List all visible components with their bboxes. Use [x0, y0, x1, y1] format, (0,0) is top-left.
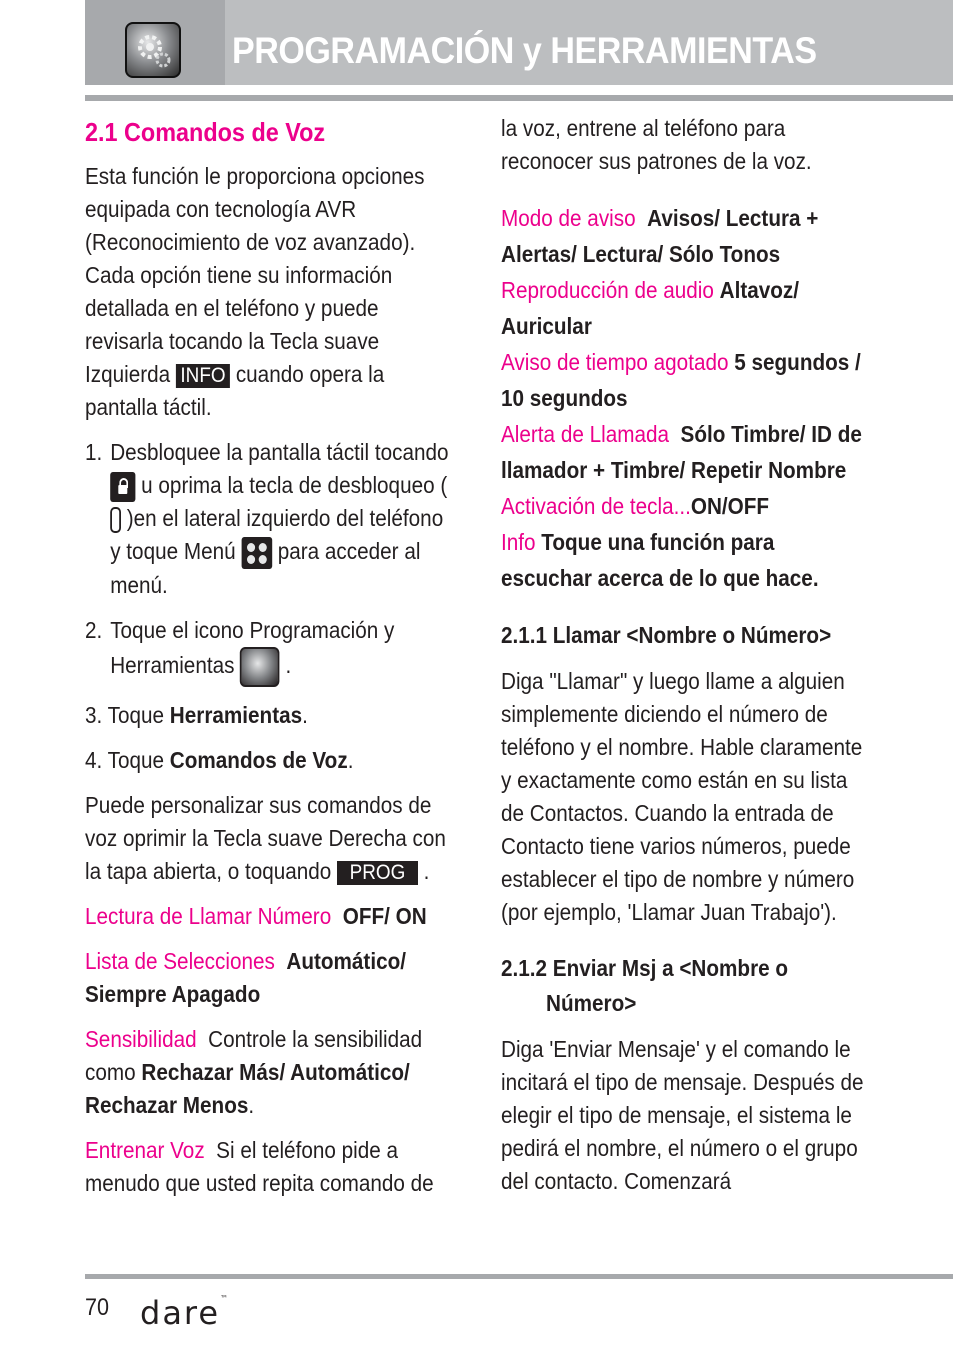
subsection-paragraph: Diga 'Enviar Mensaje' y el comando le incitará el tipo de mensaje. Después de elegir el tipo de mensaje, el sistema le pedirá el nombre, el número o el grupo del contacto. Comenzará: [501, 1036, 864, 1194]
list-item: 2. Toque el icono Programación y Herramientas .: [85, 614, 450, 687]
page-title: PROGRAMACIÓN y HERRAMIENTAS: [232, 30, 817, 71]
right-column: [501, 112, 866, 1198]
brand-logo: dare™: [140, 1294, 231, 1332]
subsection-paragraph: Diga "Llamar" y luego llame a alguien simplemente diciendo el número de teléfono y el nombre. Hable claramente y exactamente como están en su lista de Contactos. Cuando la entrada de Contacto tiene varios números, puede establecer el tipo de nombre y número (por ejemplo, 'Llamar Juan Trabajo').: [501, 668, 863, 925]
option-item: Alerta de Llamada Sólo Timbre/ ID de llamador + Timbre/ Repetir Nombre: [501, 421, 862, 483]
option-item: Aviso de tiempo agotado 5 segundos / 10 segundos: [501, 349, 861, 411]
subsection-title: 2.1.1 Llamar <Nombre o Número>: [501, 622, 832, 648]
option-item: Entrenar Voz Si el teléfono pide a menudo que usted repita comando de: [85, 1136, 434, 1196]
option-item: Info Toque una función para escuchar acerca de lo que hace.: [501, 529, 819, 591]
side-key-icon: [110, 507, 121, 533]
list-item: 4. Toque Comandos de Voz.: [85, 746, 354, 773]
menu-grid-icon: [241, 537, 272, 569]
left-column: [85, 112, 450, 1200]
divider-top: [85, 95, 953, 101]
option-item: Lectura de Llamar Número OFF/ ON: [85, 902, 427, 929]
lock-icon: [110, 472, 135, 502]
subsection-title: 2.1.2 Enviar Msj a <Nombre o Número>: [501, 955, 789, 1016]
gears-icon: [125, 22, 181, 78]
prog-softkey: PROG: [337, 861, 418, 885]
page-number: 70: [85, 1294, 110, 1321]
option-item: Activación de tecla...ON/OFF: [501, 493, 770, 519]
section-title: 2.1 Comandos de Voz: [85, 117, 326, 147]
list-item: 3. Toque Herramientas.: [85, 701, 308, 728]
continued-paragraph: la voz, entrene al teléfono para reconocer sus patrones de la voz.: [501, 115, 812, 174]
intro-paragraph: Esta función le proporciona opciones equipada con tecnología AVR (Reconocimiento de voz avanzado). Cada opción tiene su información detallada en el teléfono y puede revisarla tocando la Tecla suave Izquierda INFO cuando opera la pantalla táctil.: [85, 163, 425, 420]
info-softkey: INFO: [176, 364, 230, 388]
option-item: Sensibilidad Controle la sensibilidad como Rechazar Más/ Automático/ Rechazar Menos.: [85, 1025, 423, 1118]
option-item: Lista de Selecciones Automático/ Siempre Apagado: [85, 947, 406, 1007]
gears-icon: [240, 647, 280, 687]
customize-paragraph: Puede personalizar sus comandos de voz oprimir la Tecla suave Derecha con la tapa abierta, o toquando PROG .: [85, 791, 446, 884]
divider-bottom: [85, 1274, 953, 1279]
list-item: 1. Desbloquee la pantalla táctil tocando u oprima la tecla de desbloqueo ( )en el lateral izquierdo del teléfono y toque Menú para acceder al menú.: [85, 439, 449, 598]
option-item: Modo de aviso Avisos/ Lectura + Alertas/ Lectura/ Sólo Tonos: [501, 205, 819, 267]
option-item: Reproducción de audio Altavoz/ Auricular: [501, 277, 800, 339]
